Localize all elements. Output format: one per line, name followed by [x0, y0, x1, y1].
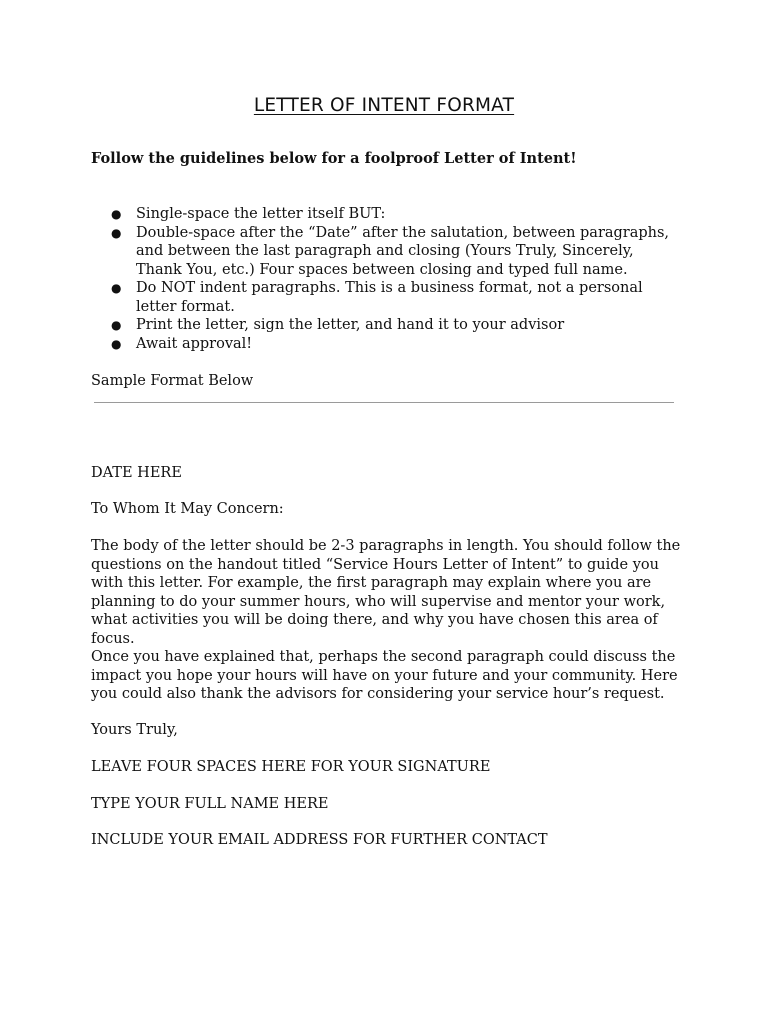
guideline-item	[91, 205, 681, 224]
guideline-text: Single-space the letter itself BUT:	[136, 206, 386, 222]
guideline-item	[91, 335, 681, 354]
bullet-icon: ●	[111, 281, 122, 295]
guideline-text: Await approval!	[136, 335, 253, 352]
letter-email-line: INCLUDE YOUR EMAIL ADDRESS FOR FURTHER CONTACT	[91, 832, 548, 848]
bullet-icon: ●	[111, 225, 122, 240]
section-divider	[94, 402, 674, 403]
letter-name-line: TYPE YOUR FULL NAME HERE	[91, 796, 329, 812]
bullet-icon: ●	[111, 336, 122, 351]
guideline-text: Double-space after the “Date” after the salutation, between paragraphs, and between the last paragraph and closing (Yours Truly, Sincerely, Thank You, etc.) Four spaces between closing and typed full name.	[136, 224, 670, 278]
bullet-icon: ●	[111, 318, 122, 332]
guideline-text: Do NOT indent paragraphs. This is a business format, not a personal letter format.	[136, 280, 643, 315]
letter-closing: Yours Truly,	[91, 722, 178, 738]
guidelines-list	[91, 205, 681, 353]
guidelines-intro: Follow the guidelines below for a foolproof Letter of Intent!	[91, 150, 577, 167]
guideline-item	[91, 279, 681, 316]
document-title: LETTER OF INTENT FORMAT	[253, 95, 515, 116]
guideline-item	[91, 224, 681, 280]
letter-salutation: To Whom It May Concern:	[91, 501, 284, 517]
bullet-icon: ●	[111, 207, 122, 221]
sample-format-label: Sample Format Below	[91, 373, 254, 389]
guideline-text: Print the letter, sign the letter, and hand it to your advisor	[136, 317, 565, 333]
guideline-item	[91, 316, 681, 335]
letter-signature-line: LEAVE FOUR SPACES HERE FOR YOUR SIGNATURE	[91, 759, 491, 775]
letter-paragraph-2: Once you have explained that, perhaps the second paragraph could discuss the impact you hope your hours will have on your future and your community. Here you could also thank the advisors for considering your service hour’s request.	[91, 649, 678, 702]
letter-date: DATE HERE	[91, 465, 182, 481]
letter-paragraph-1: The body of the letter should be 2-3 paragraphs in length. You should follow the questions on the handout titled “Service Hours Letter of Intent” to guide you with this letter. For example, the first paragraph may explain where you are planning to do your summer hours, who will supervise and mentor your work, what activities you will be doing there, and why you have chosen this area of focus.	[91, 538, 681, 647]
